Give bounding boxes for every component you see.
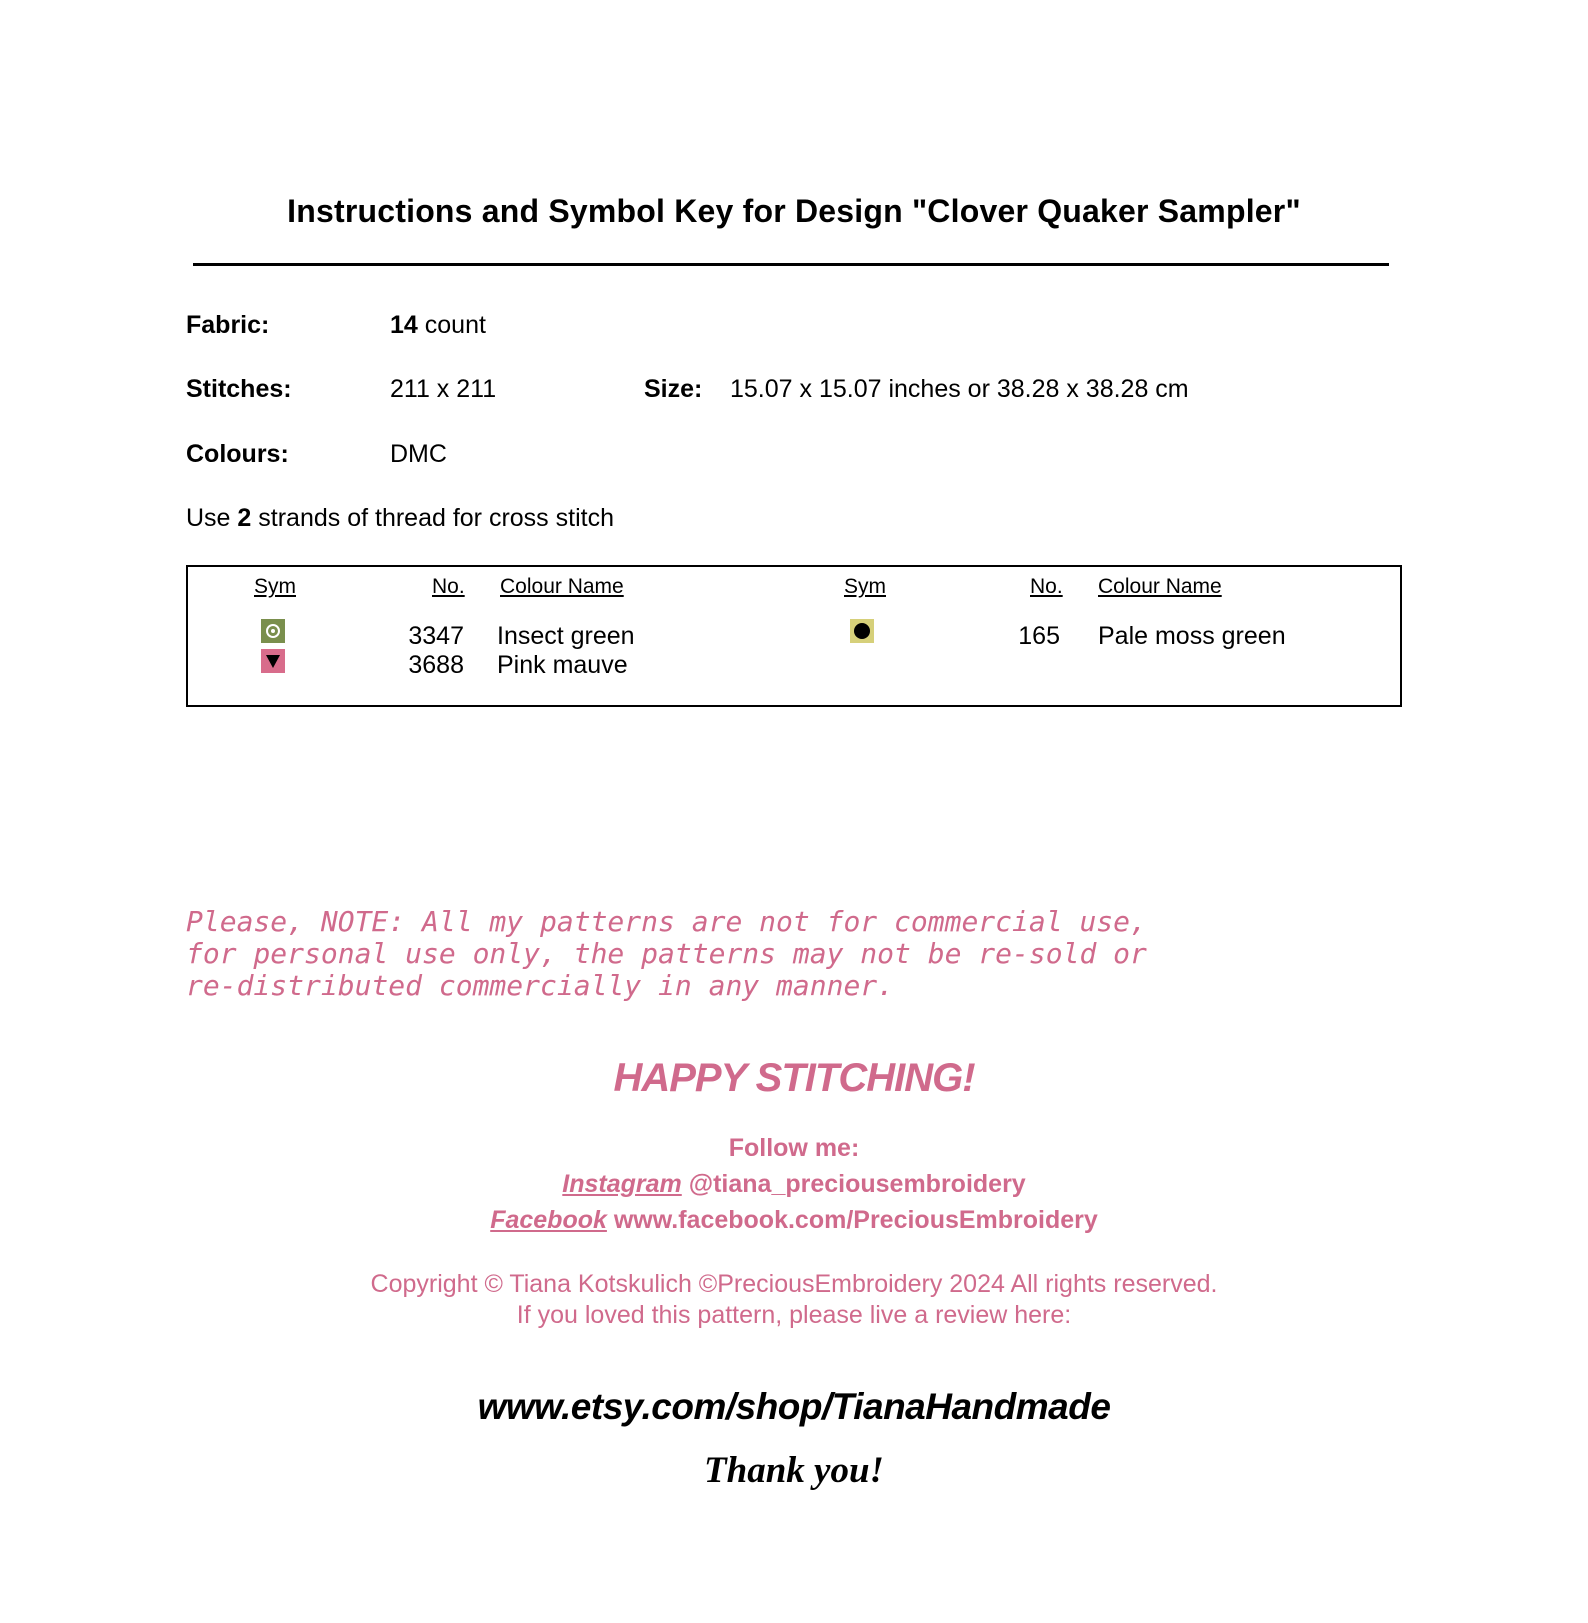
circle-dot-icon	[261, 619, 285, 643]
strands-instruction	[186, 504, 614, 533]
filled-circle-icon	[850, 619, 874, 643]
copyright-text: Copyright © Tiana Kotskulich ©PreciousEmbroidery 2024 All rights reserved.	[370, 1270, 1218, 1298]
follow-heading: Follow me:	[728, 1134, 860, 1162]
instagram-handle: @tiana_preciousembroidery	[688, 1170, 1026, 1198]
row-3347-name: Insect green	[497, 622, 635, 650]
etsy-shop-link[interactable]: www.etsy.com/shop/TianaHandmade	[477, 1386, 1111, 1427]
usage-note: Please, NOTE: All my patterns are not for commercial use, for personal use only, the patterns may not be re-sold or re-distributed commercially in any manner.	[186, 905, 1147, 1002]
size-value: 15.07 x 15.07 inches or 38.28 x 38.28 cm	[730, 375, 1189, 403]
instagram-link[interactable]: Instagram	[562, 1170, 682, 1198]
strands-count: 2	[237, 504, 252, 532]
header-no-1: No.	[432, 575, 465, 598]
instagram-line	[0, 1170, 1588, 1199]
thank-you: Thank you!	[704, 1450, 884, 1491]
row-3347-no: 3347	[408, 622, 464, 650]
colours-value: DMC	[390, 440, 447, 468]
row-165-no: 165	[1018, 622, 1060, 650]
header-sym-1: Sym	[254, 575, 296, 598]
stitches-value: 211 x 211	[390, 375, 497, 403]
fabric-label: Fabric:	[186, 311, 270, 339]
title-divider	[193, 263, 1389, 266]
stitches-label: Stitches:	[186, 375, 292, 403]
fabric-count: 14	[390, 311, 418, 339]
triangle-down-icon	[261, 649, 285, 673]
header-no-2: No.	[1030, 575, 1063, 598]
header-name-1: Colour Name	[500, 575, 624, 598]
facebook-link[interactable]: Facebook	[490, 1206, 607, 1234]
strands-prefix: Use	[186, 504, 231, 532]
symbol-key-table	[186, 565, 1402, 707]
row-3688-name: Pink mauve	[497, 651, 628, 679]
fabric-unit: count	[424, 311, 486, 339]
row-3688-no: 3688	[408, 651, 464, 679]
review-text: If you loved this pattern, please live a review here:	[516, 1301, 1072, 1329]
happy-stitching: HAPPY STITCHING!	[613, 1056, 975, 1100]
facebook-url[interactable]: www.facebook.com/PreciousEmbroidery	[613, 1206, 1098, 1234]
strands-suffix: strands of thread for cross stitch	[258, 504, 614, 532]
page-title: Instructions and Symbol Key for Design "Clover Quaker Sampler"	[287, 193, 1301, 229]
fabric-value	[390, 311, 486, 340]
size-label: Size:	[644, 375, 703, 403]
colours-label: Colours:	[186, 440, 289, 468]
header-sym-2: Sym	[844, 575, 886, 598]
row-165-name: Pale moss green	[1098, 622, 1286, 650]
header-name-2: Colour Name	[1098, 575, 1222, 598]
facebook-line	[0, 1206, 1588, 1235]
